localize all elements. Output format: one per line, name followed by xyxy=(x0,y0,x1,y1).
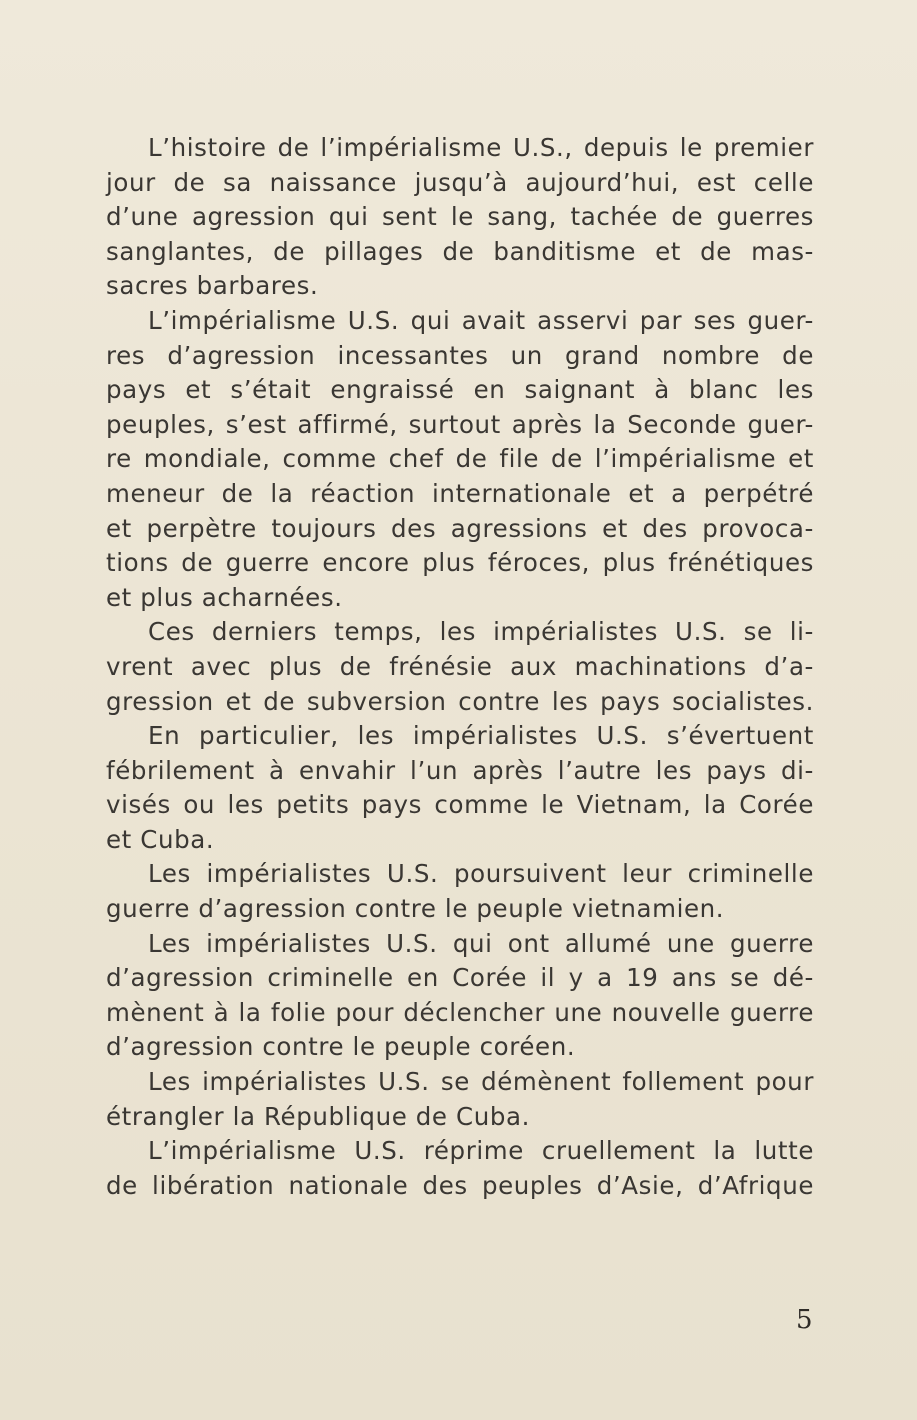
text-line: L’impérialisme U.S. réprime cruellement la lutte xyxy=(148,1136,814,1166)
text-line: tions de guerre encore plus féroces, plus frénétiques xyxy=(106,548,814,578)
body-text xyxy=(106,131,814,1203)
text-line: et Cuba. xyxy=(106,824,215,854)
text-line: fébrilement à envahir l’un après l’autre les pays di- xyxy=(106,755,814,785)
page-number: 5 xyxy=(796,1305,813,1335)
text-line: Les impérialistes U.S. qui ont allumé une guerre xyxy=(148,928,814,958)
text-line: Les impérialistes U.S. poursuivent leur criminelle xyxy=(148,859,814,889)
text-line: re mondiale, comme chef de file de l’impérialisme et xyxy=(106,444,814,474)
text-line: jour de sa naissance jusqu’à aujourd’hui, est celle xyxy=(106,167,814,197)
text-line: pays et s’était engraissé en saignant à blanc les xyxy=(106,375,814,405)
text-line: d’agression contre le peuple coréen. xyxy=(106,1032,576,1062)
text-line: sacres barbares. xyxy=(106,271,319,301)
text-line: guerre d’agression contre le peuple vietnamien. xyxy=(106,894,725,924)
text-line: et plus acharnées. xyxy=(106,582,343,612)
text-line: d’une agression qui sent le sang, tachée de guerres xyxy=(106,202,814,232)
text-line: En particulier, les impérialistes U.S. s’évertuent xyxy=(148,721,814,751)
text-line: visés ou les petits pays comme le Vietnam, la Corée xyxy=(106,790,814,820)
text-line: meneur de la réaction internationale et a perpétré xyxy=(106,478,814,508)
text-line: peuples, s’est affirmé, surtout après la Seconde guer- xyxy=(106,409,814,439)
text-line: sanglantes, de pillages de banditisme et de mas- xyxy=(106,236,814,266)
text-line: mènent à la folie pour déclencher une nouvelle guerre xyxy=(106,997,814,1027)
text-line: vrent avec plus de frénésie aux machinations d’a- xyxy=(106,651,814,681)
text-line: et perpètre toujours des agressions et des provoca- xyxy=(106,513,814,543)
text-line: L’impérialisme U.S. qui avait asservi par ses guer- xyxy=(148,305,814,335)
text-line: Les impérialistes U.S. se démènent follement pour xyxy=(148,1067,814,1097)
text-line: L’histoire de l’impérialisme U.S., depuis le premier xyxy=(148,133,814,162)
text-line: étrangler la République de Cuba. xyxy=(106,1101,530,1131)
text-line: d’agression criminelle en Corée il y a 19 ans se dé- xyxy=(106,963,814,993)
text-line: res d’agression incessantes un grand nombre de xyxy=(106,340,814,370)
text-line: gression et de subversion contre les pays socialistes. xyxy=(106,686,814,716)
text-line: Ces derniers temps, les impérialistes U.S. se li- xyxy=(148,617,814,647)
text-line: de libération nationale des peuples d’Asie, d’Afrique xyxy=(106,1170,814,1200)
